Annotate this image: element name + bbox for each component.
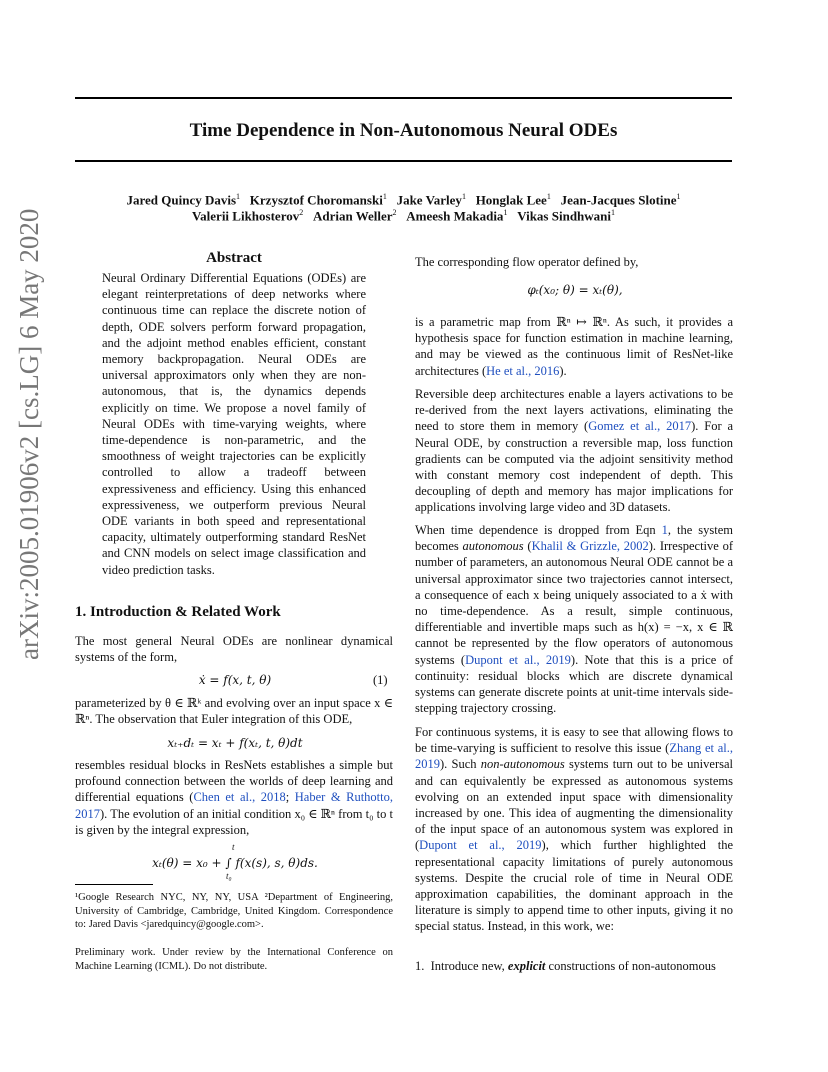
author-affiliation-mark: 1 [461, 192, 466, 201]
author-name: Ameesh Makadia [406, 208, 504, 224]
integral-lower-limit: t₀ [226, 871, 232, 881]
citation-link[interactable]: Chen et al., 2018 [193, 790, 286, 805]
paper-title: Time Dependence in Non-Autonomous Neural ODEs [189, 120, 618, 141]
integral-upper-limit: t [232, 842, 235, 852]
author-name: Jared Quincy Davis [126, 192, 237, 208]
author-affiliation-mark: 2 [392, 208, 397, 217]
author-name: Krzysztof Choromanski [249, 192, 383, 208]
author-name: Vikas Sindhwani [517, 208, 612, 224]
title-bottom-rule [75, 160, 732, 162]
equation-euler: xₜ₊dₜ = xₜ + f(xₜ, t, θ)dt [167, 736, 303, 750]
equation-integral: xₜ(θ) = x₀ + ∫ f(x(s), s, θ)ds. [152, 856, 318, 870]
citation-link[interactable]: Dupont et al., 2019 [465, 652, 571, 667]
arxiv-identifier: arXiv:2005.01906v2 [cs.LG] 6 May 2020 [14, 208, 44, 660]
section-heading: 1. Introduction & Related Work [75, 604, 281, 620]
intro-paragraph-2: parameterized by θ ∈ ℝᵏ and evolving over an input space x ∈ ℝⁿ. The observation that Euler integration of this ODE, [75, 696, 393, 727]
abstract-body: Neural Ordinary Differential Equations (ODEs) are elegant reinterpretations of deep networks where continuous time can replace the discrete notion of depth, ODE solvers perform forward propagation, and the adjoint method enables efficient, constant memory backpropagation. Neural ODEs are universal approximators only when they are non-autonomous, that is, the dynamics depends explicitly on time. We propose a novel family of Neural ODEs with time-varying weights, where time-dependence is non-parametric, and the smoothness of weight trajectories can be explicitly controlled to allow a tradeoff between expressiveness and efficiency. Using this enhanced expressiveness, we outperform previous Neural ODE variants in both speed and representational capacity, ultimately outperforming standard ResNet and CNN models on select image classification and video prediction tasks. [102, 271, 366, 577]
author-name: Jake Varley [396, 192, 462, 208]
citation-link[interactable]: Gomez et al., 2017 [588, 419, 692, 434]
citation-link[interactable]: Khalil & Grizzle, 2002 [531, 539, 649, 554]
list-number: 1. [415, 959, 425, 973]
intro-paragraph-3: resembles residual blocks in ResNets establishes a simple but profound connection between the worlds of deep learning and differential equations (Chen et al., 2018; Haber & Ruthotto, 2017). The evolution of an initial condition x₀ ∈ ℝⁿ from t₀ to t is given by the integral expression, [75, 758, 393, 837]
right-paragraph-4: When time dependence is dropped from Eqn 1, the system becomes autonomous (Khalil & Grizzle, 2002). Irrespective of number of parameters, an autonomous Neural ODE cannot be a universal approximator since two trajectories cannot intersect, a consequence of each x being uniquely associated to a ẋ with no time-dependence. As a result, simple continuous, differentiable and invertible maps such as h(x) = −x, x ∈ ℝ cannot be represented by the flow operators of autonomous systems (Dupont et al., 2019). Note that this is a price of continuity: residual blocks which are discrete dynamical systems can generate discrete points at unit-time intervals side-stepping trajectory crossing. [415, 523, 733, 716]
citation-link[interactable]: Zhang et al., 2019 [415, 741, 733, 772]
author-affiliation-mark: 1 [611, 208, 616, 217]
author-name: Valerii Likhosterov [191, 208, 300, 224]
contribution-list-item-1: 1. Introduce new, explicit constructions of non-autonomous [415, 959, 716, 973]
author-affiliation-mark: 2 [299, 208, 304, 217]
right-paragraph-5: For continuous systems, it is easy to see that allowing flows to be time-varying is sufficient to resolve this issue (Zhang et al., 2019). Such non-autonomous systems turn out to be universal and can equivalently be expressed as autonomous systems evolving on an extended input space with dimensionality increased by one. This idea of augmenting the dimensionality of the input space of an autonomous system was explored in (Dupont et al., 2019), which further highlighted the representational capacity limitations of purely autonomous systems. Despite the crucial role of time in Neural ODE approximation capabilities, the dominant approach in the literature is simply to append time to other inputs, giving it no special status. Instead, in this work, we: [415, 725, 733, 934]
author-name: Adrian Weller [312, 208, 393, 224]
footnote-rule [75, 884, 153, 885]
author-affiliation-mark: 1 [676, 192, 681, 201]
intro-paragraph-1: The most general Neural ODEs are nonlinear dynamical systems of the form, [75, 634, 393, 665]
authors-line-1 [75, 192, 732, 208]
author-affiliation-mark: 1 [236, 192, 241, 201]
footnote-affiliations: ¹Google Research NYC, NY, NY, USA ²Department of Engineering, University of Cambridge, Cambridge, United Kingdom. Correspondence to: Jared Davis <jaredquincy@google.com>. [75, 892, 393, 930]
equation-1: ẋ = f(x, t, θ) [198, 673, 272, 687]
right-paragraph-3: Reversible deep architectures enable a layers activations to be re-derived from the next layers activations, eliminating the need to store them in memory (Gomez et al., 2017). For a Neural ODE, by construction a reversible map, loss function gradients can be computed via the adjoint sensitivity method with constant memory cost independent of depth. This decoupling of depth and memory has major implications for applications involving large video and 3D datasets. [415, 387, 734, 515]
equation-number: (1) [373, 673, 388, 687]
authors-line-2 [75, 208, 732, 224]
equation-reference-link[interactable]: 1 [661, 523, 668, 537]
author-name: Jean-Jacques Slotine [560, 192, 677, 208]
author-name: Honglak Lee [475, 192, 547, 208]
citation-link[interactable]: He et al., 2016 [486, 363, 560, 378]
citation-link[interactable]: Dupont et al., 2019 [419, 838, 542, 853]
author-affiliation-mark: 1 [546, 192, 551, 201]
footnote-preliminary: Preliminary work. Under review by the International Conference on Machine Learning (ICML). Do not distribute. [75, 947, 393, 972]
equation-flow-operator: φₜ(x₀; θ) = xₜ(θ), [527, 283, 623, 297]
citation-link[interactable]: Haber & Ruthotto, 2017 [75, 790, 393, 821]
right-paragraph-2: is a parametric map from ℝⁿ ↦ ℝⁿ. As such, it provides a hypothesis space for function estimation in machine learning, and may be viewed as the continuous limit of ResNet-like architectures (He et al., 2016). [415, 315, 733, 378]
title-top-rule [75, 97, 732, 99]
author-affiliation-mark: 1 [382, 192, 387, 201]
author-affiliation-mark: 1 [503, 208, 508, 217]
abstract-heading: Abstract [206, 250, 262, 266]
right-paragraph-1: The corresponding flow operator defined by, [415, 255, 639, 269]
